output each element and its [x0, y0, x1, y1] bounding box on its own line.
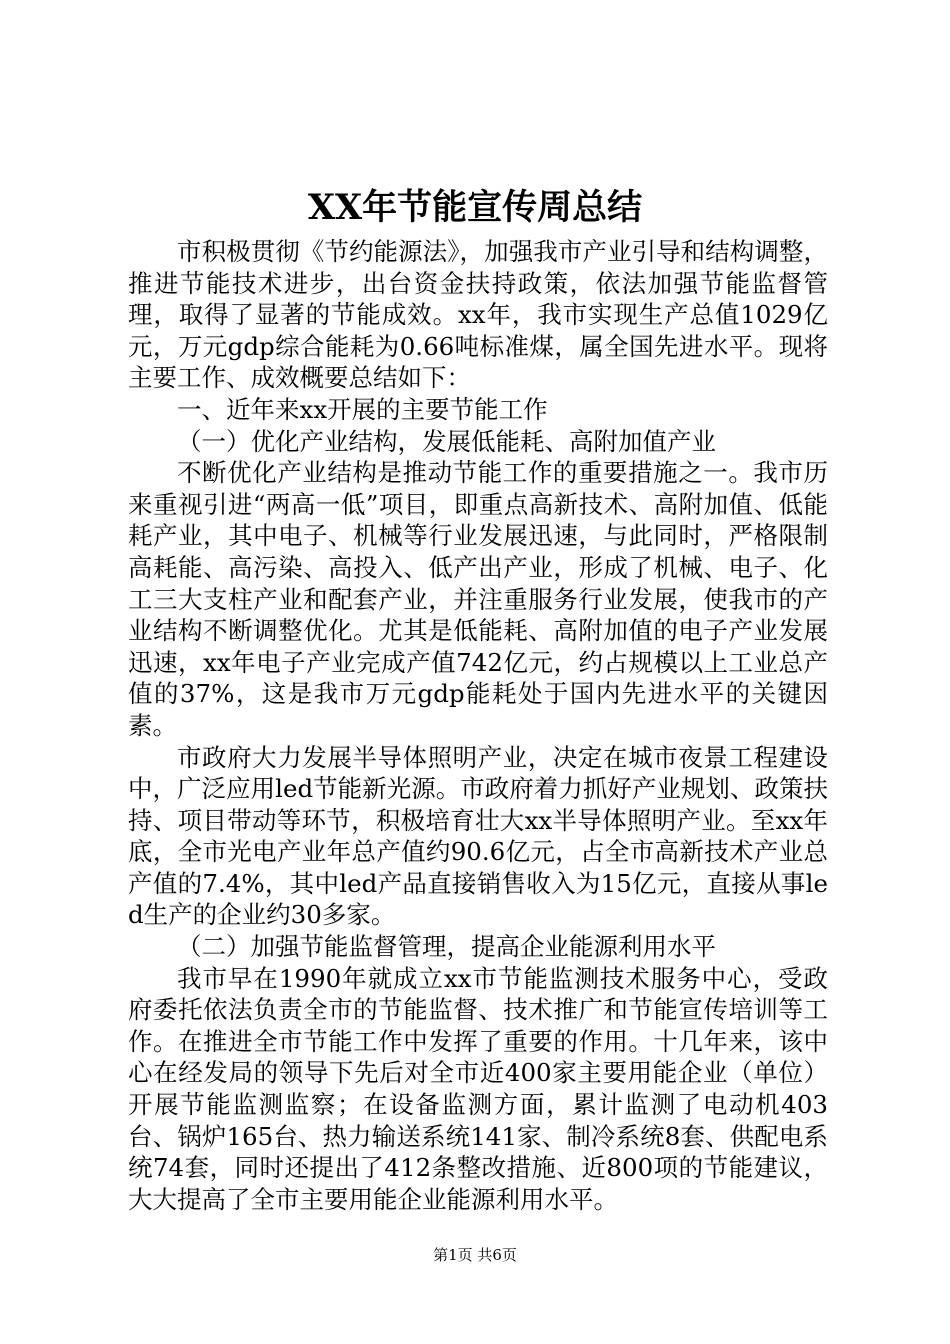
document-body	[128, 236, 828, 1215]
paragraph-energy-monitoring: 我市早在1990年就成立xx市节能监测技术服务中心，受政府委托依法负责全市的节能监督、技术推广和节能宣传培训等工作。在推进全市节能工作中发挥了重要的作用。十几年来，该中心在经发局的领导下先后对全市近400家主要用能企业（单位）开展节能监测监察；在设备监测方面，累计监测了电动机403台、锅炉165台、热力输送系统141家、制冷系统8套、供配电系统74套，同时还提出了412条整改措施、近800项的节能建议，大大提高了全市主要用能企业能源利用水平。	[128, 963, 828, 1214]
document-title: XX年节能宣传周总结	[307, 187, 643, 228]
page-footer: 第1页 共6页	[433, 1246, 517, 1264]
paragraph-intro: 市积极贯彻《节约能源法》，加强我市产业引导和结构调整，推进节能技术进步，出台资金扶持政策，依法加强节能监督管理，取得了显著的节能成效。xx年，我市实现生产总值1029亿元，万元gdp综合能耗为0.66吨标准煤，属全国先进水平。现将主要工作、成效概要总结如下：	[128, 237, 828, 393]
section-heading-1: 一、近年来xx开展的主要节能工作	[177, 394, 548, 424]
paragraph-industry-structure: 不断优化产业结构是推动节能工作的重要措施之一。我市历来重视引进“两高一低”项目，即重点高新技术、高附加值、低能耗产业，其中电子、机械等行业发展迅速，与此同时，严格限制高耗能、高污染、高投入、低产出产业，形成了机械、电子、化工三大支柱产业和配套产业，并注重服务行业发展，使我市的产业结构不断调整优化。尤其是低能耗、高附加值的电子产业发展迅速，xx年电子产业完成产值742亿元，约占规模以上工业总产值的37%，这是我市万元gdp能耗处于国内先进水平的关键因素。	[128, 458, 828, 740]
subsection-heading-1: （一）优化产业结构，发展低能耗、高附加值产业	[177, 426, 716, 456]
subsection-heading-2: （二）加强节能监督管理，提高企业能源利用水平	[177, 932, 716, 962]
paragraph-semiconductor-lighting: 市政府大力发展半导体照明产业，决定在城市夜景工程建设中，广泛应用led节能新光源。市政府着力抓好产业规划、政策扶持、项目带动等环节，积极培育壮大xx半导体照明产业。至xx年底，全市光电产业年总产值约90.6亿元，占全市高新技术产业总产值的7.4%，其中led产品直接销售收入为15亿元，直接从事led生产的企业约30多家。	[128, 742, 828, 930]
